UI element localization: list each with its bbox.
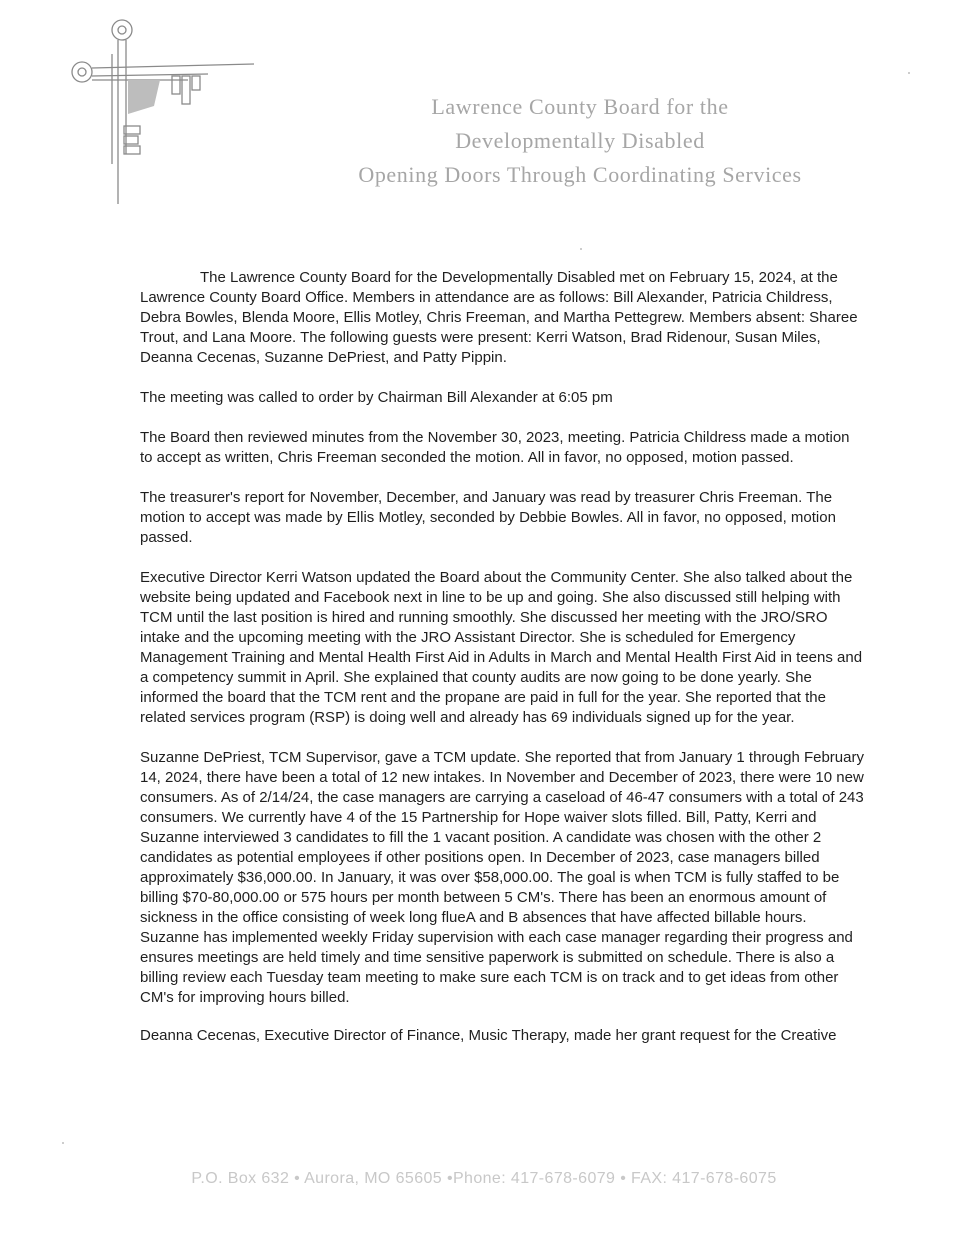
letterhead-footer: P.O. Box 632 • Aurora, MO 65605 •Phone: 417-678-6079 • FAX: 417-678-6075 bbox=[191, 1170, 777, 1187]
paragraph-executive-director: Executive Director Kerri Watson updated the Board about the Community Center. She also talked about the website being updated and Facebook next in line to be up and going. She also discussed still helping with TCM until the last position is hired and running smoothly. She discussed her meeting with the JRO/SRO intake and the upcoming meeting with the JRO Assistant Director. She is scheduled for Emergency Management Training and Mental Health First Aid in Adults in March and Mental Health First Aid in teens and a competency summit in April. She explained that county audits are now going to be done yearly. She informed the board that the TCM rent and the propane are paid in full for the year. She reported that the related services program (RSP) is doing well and already has 69 individuals signed up for the year. bbox=[140, 569, 863, 726]
letterhead-line-2: Developmentally Disabled bbox=[455, 128, 705, 153]
scan-speck bbox=[580, 248, 582, 250]
keys-logo bbox=[68, 14, 264, 210]
paragraph-call-to-order: The meeting was called to order by Chairman Bill Alexander at 6:05 pm bbox=[140, 389, 613, 406]
letterhead-line-3: Opening Doors Through Coordinating Services bbox=[358, 162, 802, 187]
minutes-body bbox=[140, 268, 864, 1066]
paragraph-treasurer-report: The treasurer's report for November, December, and January was read by treasurer Chris Freeman. The motion to accept was made by Ellis Motley, seconded by Debbie Bowles. All in favor, no opposed, motion passed. bbox=[140, 489, 836, 546]
paragraph-minutes-review: The Board then reviewed minutes from the November 30, 2023, meeting. Patricia Childress made a motion to accept as written, Chris Freeman seconded the motion. All in favor, no opposed, motion passed. bbox=[140, 429, 850, 466]
scan-speck bbox=[908, 72, 910, 74]
scan-speck bbox=[62, 1142, 64, 1144]
paragraph-tcm-update: Suzanne DePriest, TCM Supervisor, gave a TCM update. She reported that from January 1 through February 14, 2024, there have been a total of 12 new intakes. In November and December of 2023, there were 10 new consumers. As of 2/14/24, the case managers are carrying a caseload of 46-47 consumers with a total of 243 consumers. We currently have 4 of the 15 Partnership for Hope waiver slots filled. Bill, Patty, Kerri and Suzanne interviewed 3 candidates to fill the 1 vacant position. A candidate was chosen with the other 2 candidates as potential employees if other positions open. In December of 2023, case managers billed approximately $36,000.00. In January, it was over $58,000.00. The goal is when TCM is fully staffed to be billing $70-80,000.00 or 575 hours per month between 5 CM's. There has been an enormous amount of sickness in the office consisting of week long flueA and B absences that have affected billable hours. Suzanne has implemented weekly Friday supervision with each case manager regarding their progress and ensures meetings are held timely and time sensitive paperwork is submitted on schedule. There is also a billing review each Tuesday team meeting to make sure each TCM is on track and to get ideas from other CM's for improving hours billed. bbox=[140, 749, 864, 1006]
letterhead-line-1: Lawrence County Board for the bbox=[431, 94, 729, 119]
letterhead bbox=[300, 90, 860, 192]
paragraph-grant-request: Deanna Cecenas, Executive Director of Finance, Music Therapy, made her grant request for the Creative bbox=[140, 1027, 837, 1044]
paragraph-attendance: The Lawrence County Board for the Developmentally Disabled met on February 15, 2024, at the Lawrence County Board Office. Members in attendance are as follows: Bill Alexander, Patricia Childress, Debra Bowles, Blenda Moore, Ellis Motley, Chris Freeman, and Martha Pettegrew. Members absent: Sharee Trout, and Lana Moore. The following guests were present: Kerri Watson, Brad Ridenour, Susan Miles, Deanna Cecenas, Suzanne DePriest, and Patty Pippin. bbox=[140, 269, 858, 366]
